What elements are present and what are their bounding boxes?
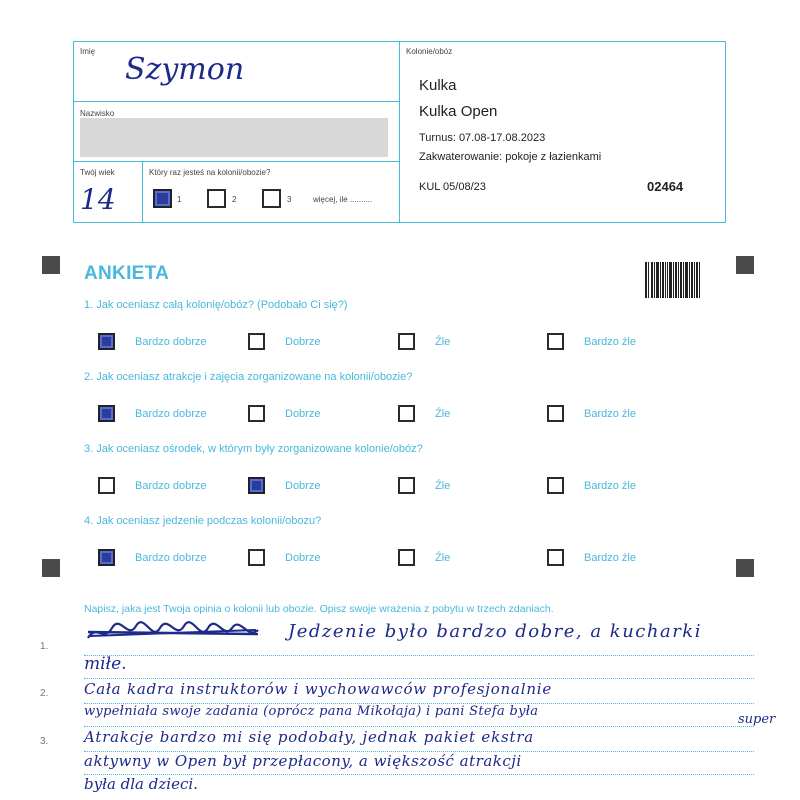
crossed-out-scribble [86,620,261,646]
barcode-icon [645,262,700,298]
times-checkbox-3[interactable] [262,189,281,208]
camp-turnus: Turnus: 07.08-17.08.2023 [419,132,546,144]
times-option-2: 2 [232,195,237,204]
question-1-option-3-label: Źle [435,336,451,348]
question-4-text: 4. Jak oceniasz jedzenie podczas kolonii/obozu? [84,515,322,527]
camp-number: 02464 [647,179,684,194]
question-3-text: 3. Jak oceniasz ośrodek, w którym były zorganizowane kolonie/obóz? [84,443,423,455]
times-checkbox-1[interactable] [153,189,172,208]
question-2-option-3-checkbox[interactable] [398,405,415,422]
corner-mark-top-left [42,256,60,274]
question-2-text: 2. Jak oceniasz atrakcje i zajęcia zorganizowane na kolonii/obozie? [84,371,413,383]
question-3-option-3-checkbox[interactable] [398,477,415,494]
question-2-option-2-label: Dobrze [285,408,321,420]
age-value[interactable]: 14 [80,183,116,216]
times-checkbox-2[interactable] [207,189,226,208]
question-1-text: 1. Jak oceniasz całą kolonię/obóz? (Podobało Ci się?) [84,299,348,311]
question-2-option-4-checkbox[interactable] [547,405,564,422]
handwriting-line-1[interactable]: Jedzenie było bardzo dobre, a kucharki [288,621,702,642]
opinion-prompt: Napisz, jaka jest Twoja opinia o kolonii lub obozie. Opisz swoje wrażenia z pobytu w trzech zdaniach. [84,603,554,615]
question-2-option-1-label: Bardzo dobrze [135,408,207,420]
question-3-option-4-checkbox[interactable] [547,477,564,494]
question-4-option-2-label: Dobrze [285,552,321,564]
handwriting-line-7[interactable]: była dla dzieci. [84,775,198,793]
question-4-option-1-label: Bardzo dobrze [135,552,207,564]
header-divider [399,41,400,222]
times-option-3: 3 [287,195,292,204]
header-age-divider [142,161,143,222]
handwriting-line-5[interactable]: Atrakcje bardzo mi się podobały, jednak pakiet ekstra [84,728,535,746]
question-1-option-2-checkbox[interactable] [248,333,265,350]
question-2-option-4-label: Bardzo źle [584,408,636,420]
handwriting-line-3[interactable]: Cała kadra instruktorów i wychowawców profesjonalnie [84,680,553,698]
handwriting-line-4[interactable]: wypełniała swoje zadania (oprócz pana Mikołaja) i pani Stefa była [84,704,539,719]
question-3-option-3-label: Źle [435,480,451,492]
question-1-option-1-label: Bardzo dobrze [135,336,207,348]
question-4-option-3-checkbox[interactable] [398,549,415,566]
handwriting-line-6[interactable]: aktywny w Open był przepłacony, a większość atrakcji [84,752,522,770]
camp-label: Kolonie/obóz [406,47,453,56]
question-3-option-2-label: Dobrze [285,480,321,492]
camp-name: Kulka [419,77,457,94]
question-1-option-4-checkbox[interactable] [547,333,564,350]
survey-title: ANKIETA [84,263,170,284]
first-name-label: Imię [80,47,96,56]
header-row-divider-1 [73,101,400,102]
question-1-option-2-label: Dobrze [285,336,321,348]
question-3-option-2-checkbox[interactable] [248,477,265,494]
writing-line [84,678,754,679]
line-number-2: 2. [40,688,49,699]
writing-line [84,655,754,656]
camp-accommodation: Zakwaterowanie: pokoje z łazienkami [419,151,602,163]
times-label: Który raz jesteś na kolonii/obozie? [149,168,271,177]
times-more-label: więcej, ile .......... [313,195,373,204]
line-number-1: 1. [40,641,49,652]
question-4-option-4-label: Bardzo źle [584,552,636,564]
last-name-label: Nazwisko [80,109,115,118]
corner-mark-top-right [736,256,754,274]
handwriting-margin-note[interactable]: super [738,712,776,727]
header-row-divider-2 [73,161,400,162]
first-name-value[interactable]: Szymon [125,52,245,87]
handwriting-line-2[interactable]: miłe. [84,654,127,674]
question-1-option-1-checkbox[interactable] [98,333,115,350]
question-3-option-4-label: Bardzo źle [584,480,636,492]
writing-line [84,726,754,727]
line-number-3: 3. [40,736,49,747]
question-4-option-3-label: Źle [435,552,451,564]
times-option-1: 1 [177,195,182,204]
corner-mark-bottom-right [736,559,754,577]
age-label: Twój wiek [80,168,115,177]
question-4-option-4-checkbox[interactable] [547,549,564,566]
question-3-option-1-checkbox[interactable] [98,477,115,494]
camp-program: Kulka Open [419,103,498,120]
question-4-option-1-checkbox[interactable] [98,549,115,566]
question-1-option-3-checkbox[interactable] [398,333,415,350]
last-name-redacted [80,118,388,157]
question-2-option-3-label: Źle [435,408,451,420]
question-2-option-1-checkbox[interactable] [98,405,115,422]
question-3-option-1-label: Bardzo dobrze [135,480,207,492]
camp-code: KUL 05/08/23 [419,181,486,193]
question-1-option-4-label: Bardzo źle [584,336,636,348]
question-2-option-2-checkbox[interactable] [248,405,265,422]
corner-mark-bottom-left [42,559,60,577]
question-4-option-2-checkbox[interactable] [248,549,265,566]
